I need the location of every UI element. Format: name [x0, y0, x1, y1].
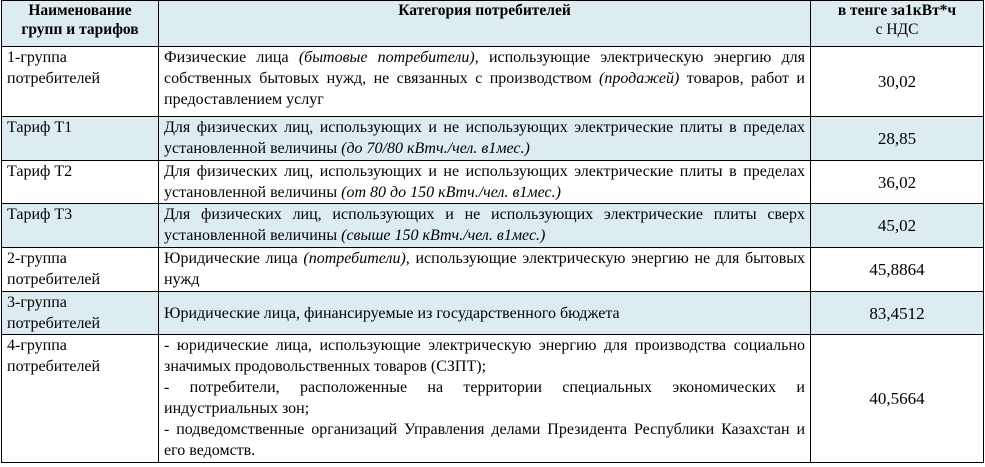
table-row: [2, 204, 984, 248]
row-price: 36,02: [811, 161, 984, 204]
row-description: Юридические лица, финансируемые из государственного бюджета: [159, 292, 811, 335]
row-name: 3-группа потребителей: [2, 292, 159, 335]
table-header-row: [2, 1, 984, 47]
row-price: 40,5664: [811, 335, 984, 463]
row-name: 1-группа потребителей: [2, 47, 159, 117]
row-price: 28,85: [811, 117, 984, 161]
table-row: [2, 161, 984, 204]
row-price: 83,4512: [811, 292, 984, 335]
row-description: Физические лица (бытовые потребители), использующие электрическую энергию для собственных бытовых нужд, не связанных с производством (продажей) товаров, работ и предоставлением услуг: [159, 47, 811, 117]
header-consumer-category: Категория потребителей: [159, 1, 811, 47]
table-row: [2, 117, 984, 161]
row-description: [159, 335, 811, 463]
row-name: Тариф Т3: [2, 204, 159, 248]
header-price-vat: с НДС: [875, 21, 919, 38]
row-description: Для физических лиц, использующих и не использующих электрические плиты в пределах установленной величины (до 70/80 кВтч./чел. в1мес.): [159, 117, 811, 161]
row-price: 30,02: [811, 47, 984, 117]
header-groups-tariffs: Наименование групп и тарифов: [2, 1, 159, 47]
header-price-unit: в тенге за1кВт*ч: [837, 2, 957, 19]
row-name: Тариф Т2: [2, 161, 159, 204]
table-row: [2, 335, 984, 463]
table-row: [2, 292, 984, 335]
row-description: Для физических лиц, использующих и не использующих электрические плиты в пределах установленной величины (от 80 до 150 кВтч./чел. в1мес.): [159, 161, 811, 204]
row-name: 2-группа потребителей: [2, 248, 159, 292]
table-row: [2, 47, 984, 117]
table-row: [2, 248, 984, 292]
row-description: Юридические лица (потребители), использующие электрическую энергию не для бытовых нужд: [159, 248, 811, 292]
list-item: - подведомственные организаций Управления делами Президента Республики Казахстан и его ведомств.: [164, 421, 805, 459]
row-price: 45,8864: [811, 248, 984, 292]
list-item: - юридические лица, использующие электрическую энергию для производства социально значимых продовольственных товаров (СЗПТ);: [164, 337, 805, 375]
row-name: Тариф Т1: [2, 117, 159, 161]
row-description: Для физических лиц, использующих и не использующих электрические плиты сверх установленной величины (свыше 150 кВтч./чел. в1мес.): [159, 204, 811, 248]
list-item: - потребители, расположенные на территории специальных экономических и индустриальных зон;: [164, 379, 805, 417]
row-price: 45,02: [811, 204, 984, 248]
row-name: 4-группа потребителей: [2, 335, 159, 463]
header-price: [811, 1, 984, 47]
tariff-table: [1, 0, 984, 463]
